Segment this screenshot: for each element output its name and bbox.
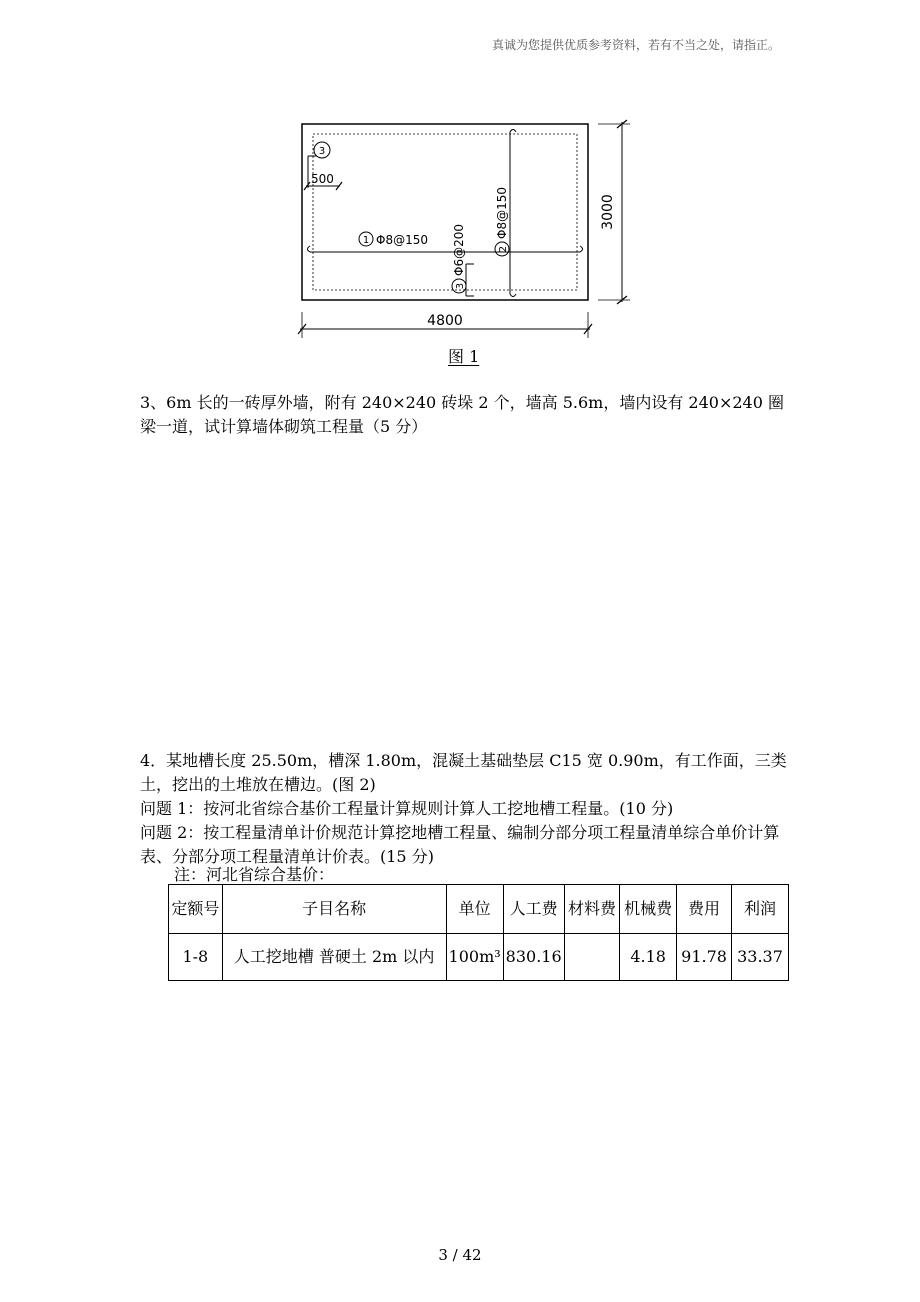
header-code: 定额号 [169, 885, 223, 934]
rebar-1-spec: Φ8@150 [376, 233, 428, 247]
header-profit: 利润 [732, 885, 789, 934]
rate-table [168, 884, 789, 981]
table-header-row [169, 885, 789, 934]
question-4 [140, 749, 790, 869]
table-row [169, 934, 789, 981]
cell-code: 1-8 [169, 934, 223, 981]
figure-1 [280, 112, 660, 348]
table-note: 注：河北省综合基价： [174, 865, 335, 884]
figure-1-caption: 图 1 [448, 347, 480, 366]
dim-width-text: 4800 [427, 313, 463, 329]
header-unit: 单位 [446, 885, 503, 934]
slab-outline [302, 124, 588, 300]
cell-material [564, 934, 620, 981]
cell-name: 人工挖地槽 普硬土 2m 以内 [222, 934, 446, 981]
page-number: 3 / 42 [438, 1246, 482, 1264]
dim-height-text: 3000 [600, 194, 616, 230]
cell-fee: 91.78 [677, 934, 732, 981]
rebar-3-spec: Φ6@200 [452, 224, 466, 276]
cell-labor: 830.16 [503, 934, 564, 981]
question-4-line1: 4．某地槽长度 25.50m，槽深 1.80m，混凝土基础垫层 C15 宽 0.90m，有工作面，三类土，挖出的土堆放在槽边。(图 2) [140, 751, 787, 794]
label-2-text: 2 [498, 245, 509, 253]
question-4-line3: 问题 2：按工程量清单计价规范计算挖地槽工程量、编制分部分项工程量清单综合单价计算表、分部分项工程量清单计价表。(15 分) [140, 823, 780, 866]
dim-500-text: 500 [311, 172, 334, 186]
cell-unit: 100m³ [446, 934, 503, 981]
label-3-top-text: 3 [318, 146, 326, 157]
rebar-2-spec: Φ8@150 [495, 187, 509, 239]
header-fee: 费用 [677, 885, 732, 934]
label-3-bottom-text: 3 [455, 282, 466, 290]
header-material: 材料费 [564, 885, 620, 934]
header-note: 真诚为您提供优质参考资料，若有不当之处，请指正。 [491, 38, 780, 52]
cell-machine: 4.18 [620, 934, 677, 981]
rebar-boundary [313, 134, 577, 290]
cell-profit: 33.37 [732, 934, 789, 981]
header-labor: 人工费 [503, 885, 564, 934]
question-3-text: 3、6m 长的一砖厚外墙，附有 240×240 砖垛 2 个，墙高 5.6m，墙内设有 240×240 圈梁一道，试计算墙体砌筑工程量（5 分） [140, 393, 784, 436]
label-1-text: 1 [362, 235, 370, 246]
header-machine: 机械费 [620, 885, 677, 934]
question-4-line2: 问题 1：按河北省综合基价工程量计算规则计算人工挖地槽工程量。(10 分) [140, 799, 674, 818]
figure-1-drawing [280, 112, 660, 344]
header-name: 子目名称 [222, 885, 446, 934]
